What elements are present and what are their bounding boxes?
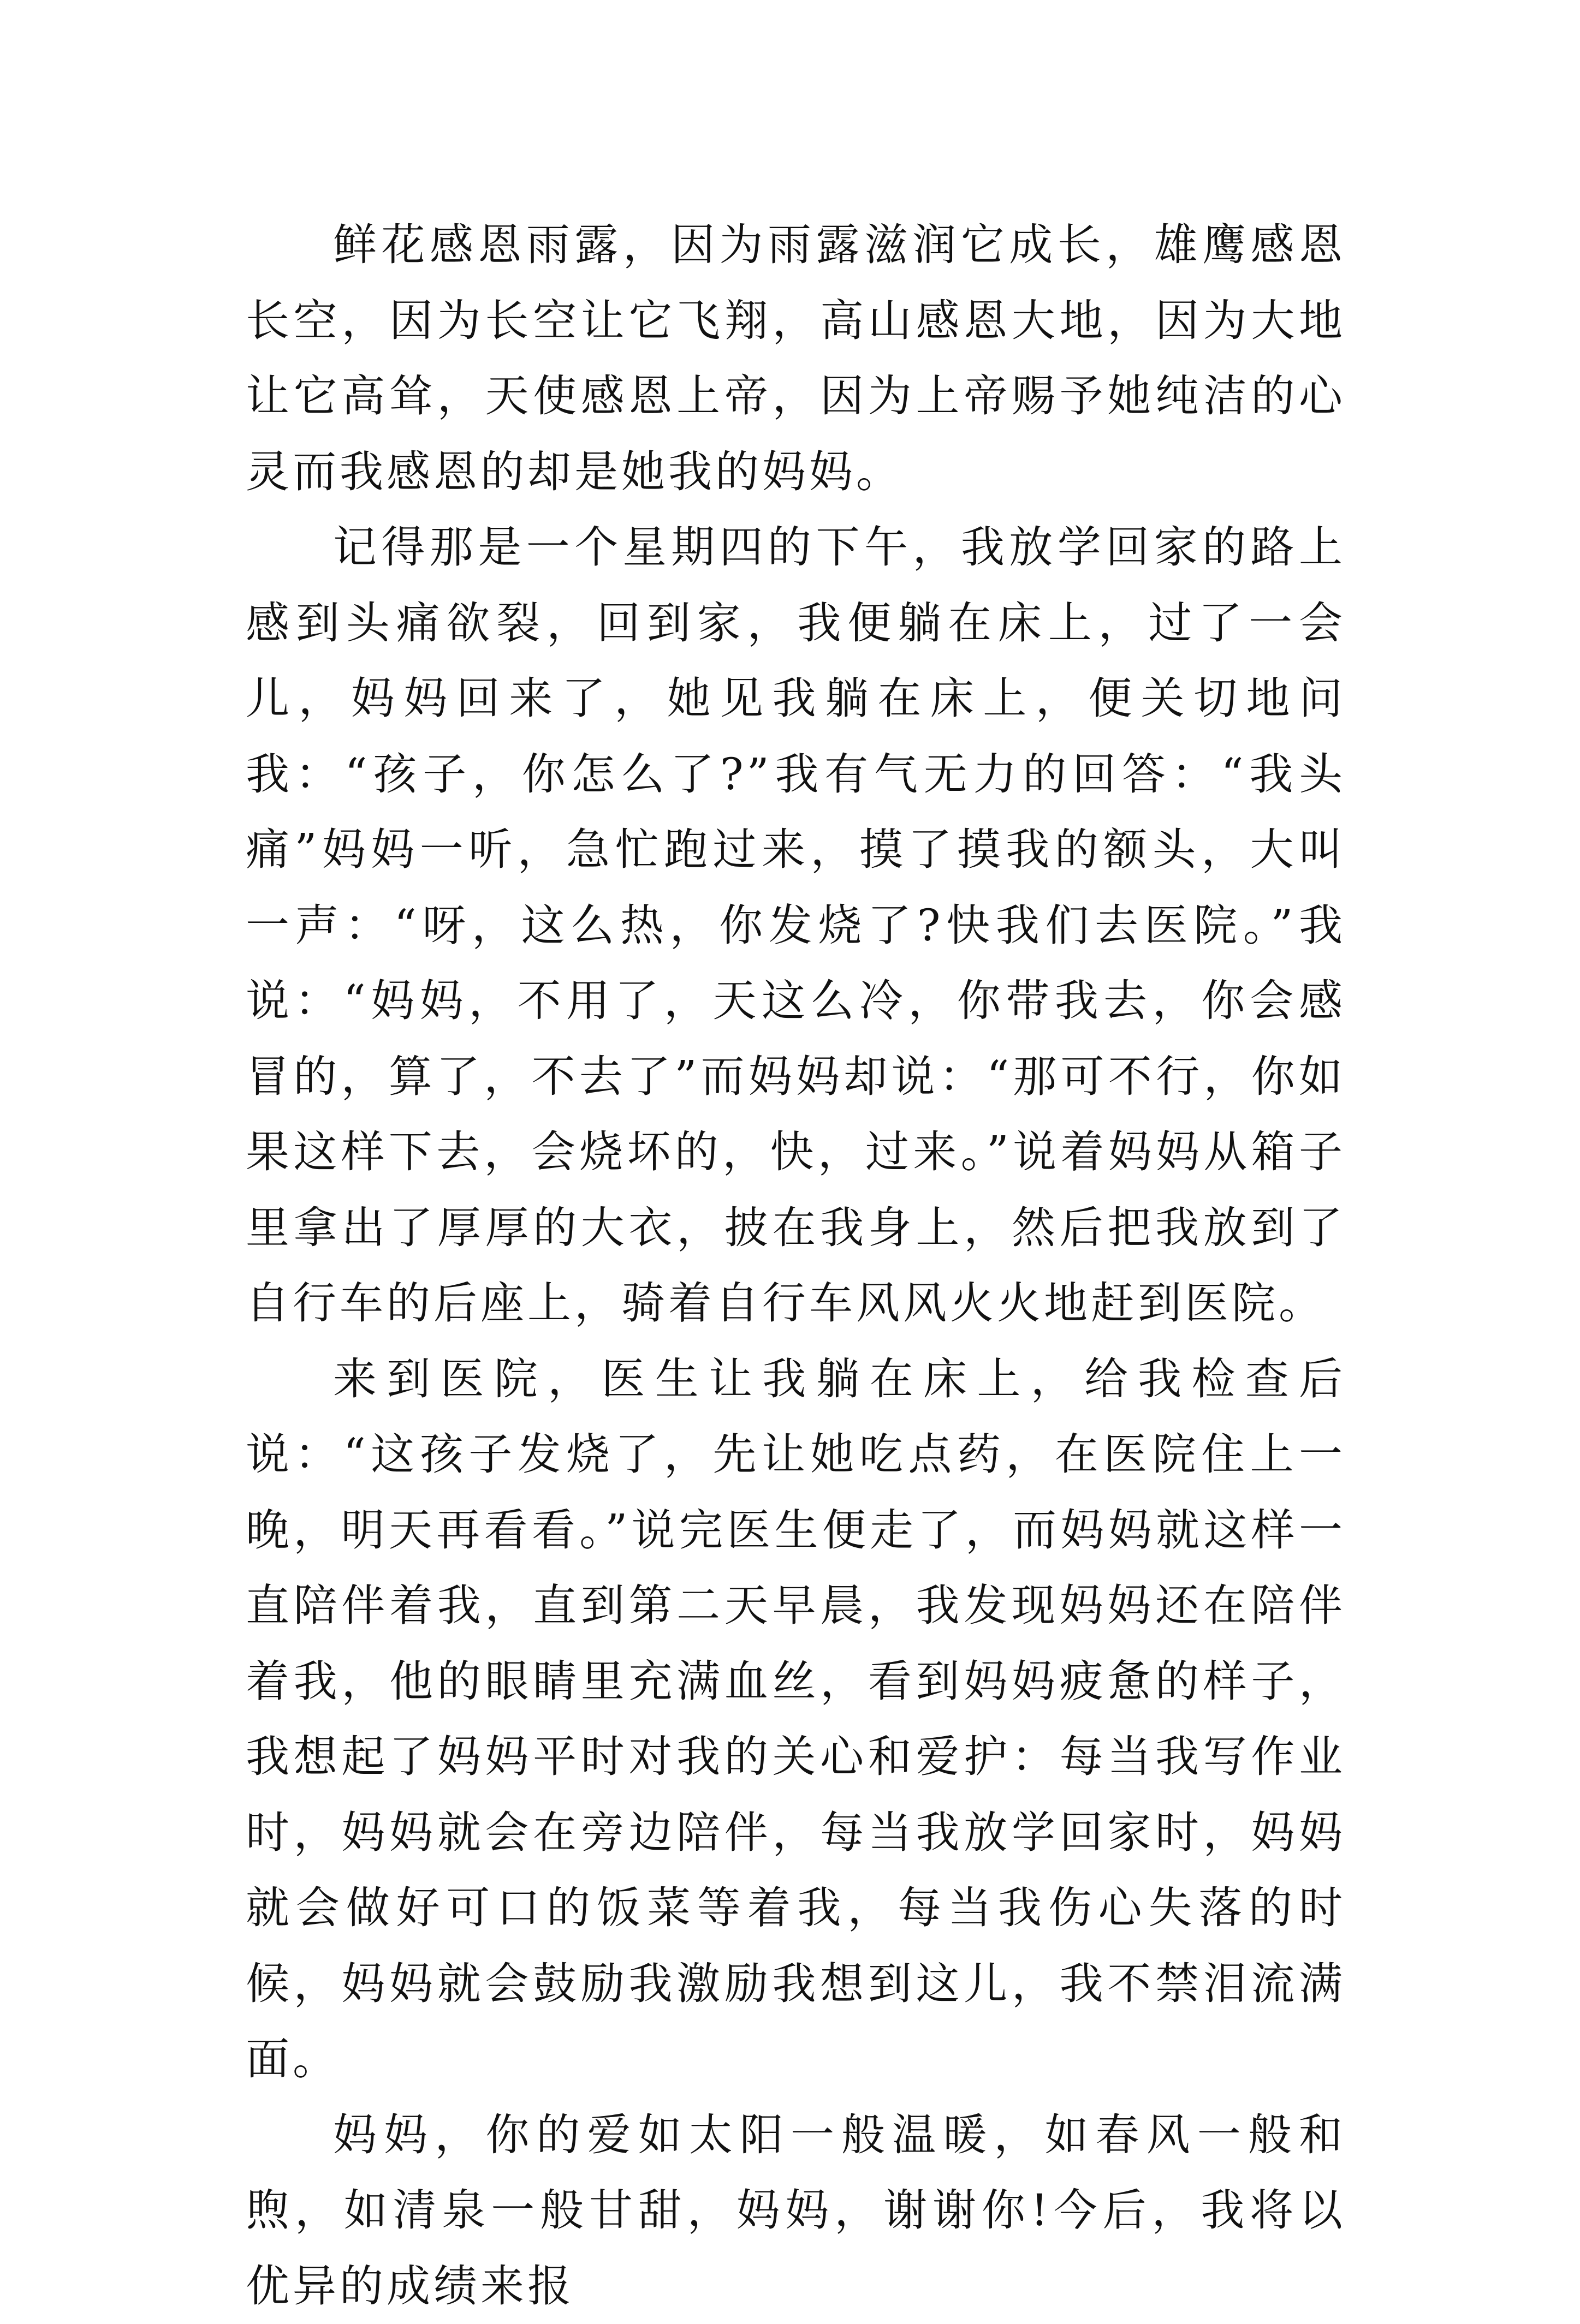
paragraph-4: 妈妈，你的爱如太阳一般温暖，如春风一般和煦，如清泉一般甘甜，妈妈，谢谢你!今后，我将以优异的成绩来报 [246,2097,1346,2324]
paragraph-3: 来到医院，医生让我躺在床上，给我检查后说：“这孩子发烧了，先让她吃点药，在医院住上一晚，明天再看看。”说完医生便走了，而妈妈就这样一直陪伴着我，直到第二天早晨，我发现妈妈还在陪伴着我，他的眼睛里充满血丝，看到妈妈疲惫的样子，我想起了妈妈平时对我的关心和爱护：每当我写作业时，妈妈就会在旁边陪伴，每当我放学回家时，妈妈就会做好可口的饭菜等着我，每当我伤心失落的时候，妈妈就会鼓励我激励我想到这儿，我不禁泪流满面。 [246,1342,1346,2097]
essay-body [246,207,1346,2324]
paragraph-2: 记得那是一个星期四的下午，我放学回家的路上感到头痛欲裂，回到家，我便躺在床上，过了一会儿，妈妈回来了，她见我躺在床上，便关切地问我：“孩子，你怎么了?”我有气无力的回答：“我头痛”妈妈一听，急忙跑过来，摸了摸我的额头，大叫一声：“呀，这么热，你发烧了?快我们去医院。”我说：“妈妈，不用了，天这么冷，你带我去，你会感冒的，算了，不去了”而妈妈却说：“那可不行，你如果这样下去，会烧坏的，快，过来。”说着妈妈从箱子里拿出了厚厚的大衣，披在我身上，然后把我放到了自行车的后座上，骑着自行车风风火火地赶到医院。 [246,510,1346,1342]
paragraph-1: 鲜花感恩雨露，因为雨露滋润它成长，雄鹰感恩长空，因为长空让它飞翔，高山感恩大地，因为大地让它高耸，天使感恩上帝，因为上帝赐予她纯洁的心灵而我感恩的却是她我的妈妈。 [246,207,1346,510]
